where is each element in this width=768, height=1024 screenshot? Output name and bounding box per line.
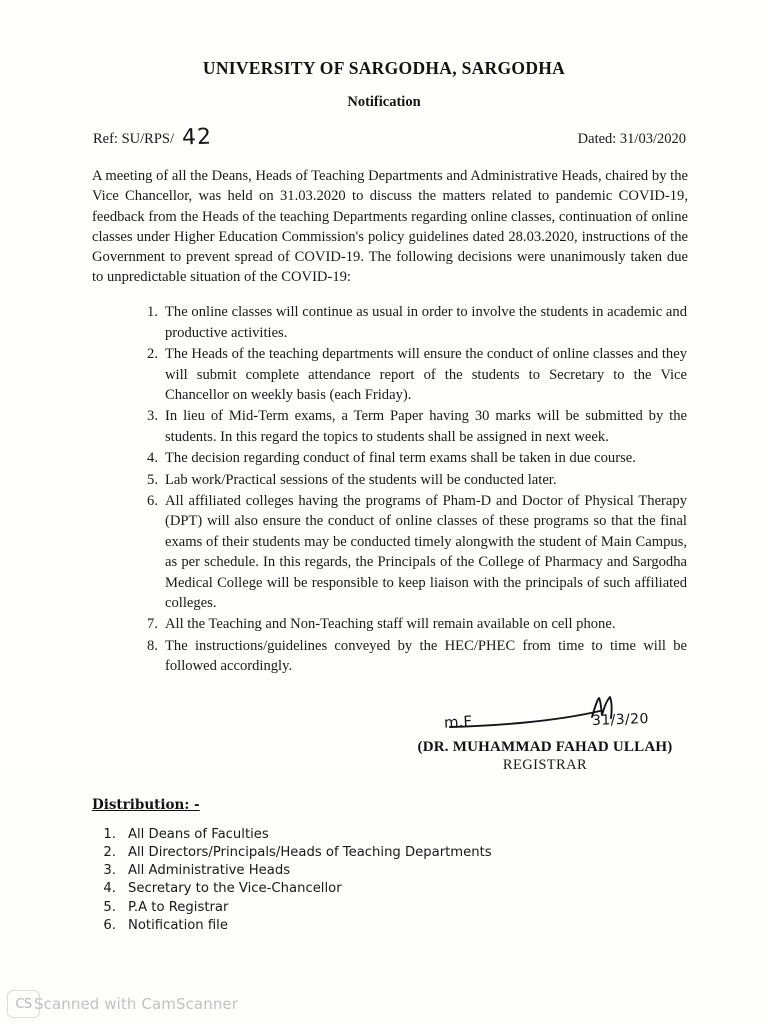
camscanner-watermark-text: Scanned with CamScanner (34, 995, 239, 1013)
list-item-text: In lieu of Mid-Term exams, a Term Paper having 30 marks will be submitted by the students. In this regard the topics to students shall be assigned in next week. (165, 408, 687, 445)
list-item-number: 4. (147, 450, 158, 467)
list-item-text: All Administrative Heads (128, 863, 291, 879)
list-item (92, 899, 768, 917)
distribution-heading: Distribution: - (92, 796, 200, 813)
signatory-role (0, 757, 690, 774)
list-item-number: 4. (103, 881, 116, 897)
list-item (136, 344, 687, 405)
distribution-section (92, 797, 768, 935)
list-item-number: 3. (147, 408, 158, 425)
signature-date: 31/3/20 (591, 710, 650, 729)
camscanner-logo-icon: CS (7, 990, 40, 1018)
list-item-text: All Directors/Principals/Heads of Teaching Departments (128, 844, 492, 860)
intro-paragraph: A meeting of all the Deans, Heads of Teaching Departments and Administrative Heads, chaired by the Vice Chancellor, was held on 31.03.2020 to discuss the matters related to pandemic COVID-19, feedback from the Heads of the teaching Departments regarding online classes, continuation of online classes under Higher Education Commission's policy guidelines dated 28.03.2020, instructions of the Government to prevent spread of COVID-19. The following decisions were unanimously taken due to unpredictable situation of the COVID-19: (92, 168, 688, 286)
list-item-text: All the Teaching and Non-Teaching staff will remain available on cell phone. (165, 616, 616, 633)
list-item-number: 1. (103, 826, 116, 842)
list-item-number: 8. (147, 637, 158, 654)
list-item (92, 862, 768, 880)
list-item (136, 636, 687, 677)
list-item-number: 5. (147, 471, 158, 488)
signatory-role-text: REGISTRAR (502, 756, 588, 773)
list-item-text: P.A to Registrar (128, 899, 229, 915)
list-item-text: The decision regarding conduct of final term exams shall be taken in due course. (165, 450, 636, 467)
document-body (92, 166, 688, 677)
list-item-number: 3. (103, 863, 116, 879)
list-item-number: 1. (147, 304, 158, 321)
list-item (136, 470, 687, 490)
camscanner-watermark (7, 990, 238, 1018)
decisions-section (136, 302, 687, 676)
list-item (136, 491, 687, 613)
reference-label: Ref: SU/RPS/ (93, 131, 174, 147)
list-item-text: All affiliated colleges having the programs of Pham-D and Doctor of Physical Therapy (DPT) will also ensure the conduct of online classes of these programs so that the final exams of their students may be conducted timely alongwith the student of Main Campus, as per schedule. In this regards, the Principals of the College of Pharmacy and Sargodha Medical College will be responsible to keep liaison with the principals of such affiliated colleges. (165, 493, 687, 612)
signatory-name-text: (DR. MUHAMMAD FAHAD ULLAH) (417, 738, 673, 755)
list-item-number: 6. (147, 493, 158, 510)
list-item-text: The online classes will continue as usual in order to involve the students in academic and productive activities. (165, 304, 687, 341)
list-item-number: 5. (103, 899, 116, 915)
list-item-number: 7. (147, 616, 158, 633)
list-item-text: Lab work/Practical sessions of the students will be conducted later. (165, 471, 557, 488)
list-item (92, 826, 768, 844)
list-item (136, 302, 687, 343)
signature-block (0, 695, 768, 781)
list-item-number: 6. (103, 917, 116, 933)
list-item-text: All Deans of Faculties (128, 826, 269, 842)
list-item (92, 880, 768, 898)
list-item-text: Notification file (128, 917, 228, 933)
document-date: Dated: 31/03/2020 (577, 131, 686, 147)
list-item (92, 917, 768, 935)
reference-row (0, 124, 768, 154)
list-item-number: 2. (147, 346, 158, 363)
reference-number-handwritten: 42 (181, 124, 213, 151)
decisions-list (136, 302, 687, 676)
list-item (136, 448, 687, 468)
notification-subtitle: Notification (347, 94, 421, 110)
document-header (0, 0, 768, 111)
list-item-number: 2. (103, 844, 116, 860)
list-item-text: Secretary to the Vice-Chancellor (128, 881, 342, 897)
list-item (136, 614, 687, 634)
signature-initials: m.F (443, 711, 473, 732)
page-title: UNIVERSITY OF SARGODHA, SARGODHA (202, 58, 566, 78)
list-item-text: The Heads of the teaching departments will ensure the conduct of online classes and they will submit complete attendance report of the students to Secretary to the Vice Chancellor on weekly basis (each Friday). (165, 346, 687, 403)
distribution-list (92, 826, 768, 935)
list-item (136, 406, 687, 447)
list-item (92, 844, 768, 862)
signatory-name (0, 739, 690, 756)
list-item-text: The instructions/guidelines conveyed by the HEC/PHEC from time to time will be followed accordingly. (165, 637, 687, 675)
